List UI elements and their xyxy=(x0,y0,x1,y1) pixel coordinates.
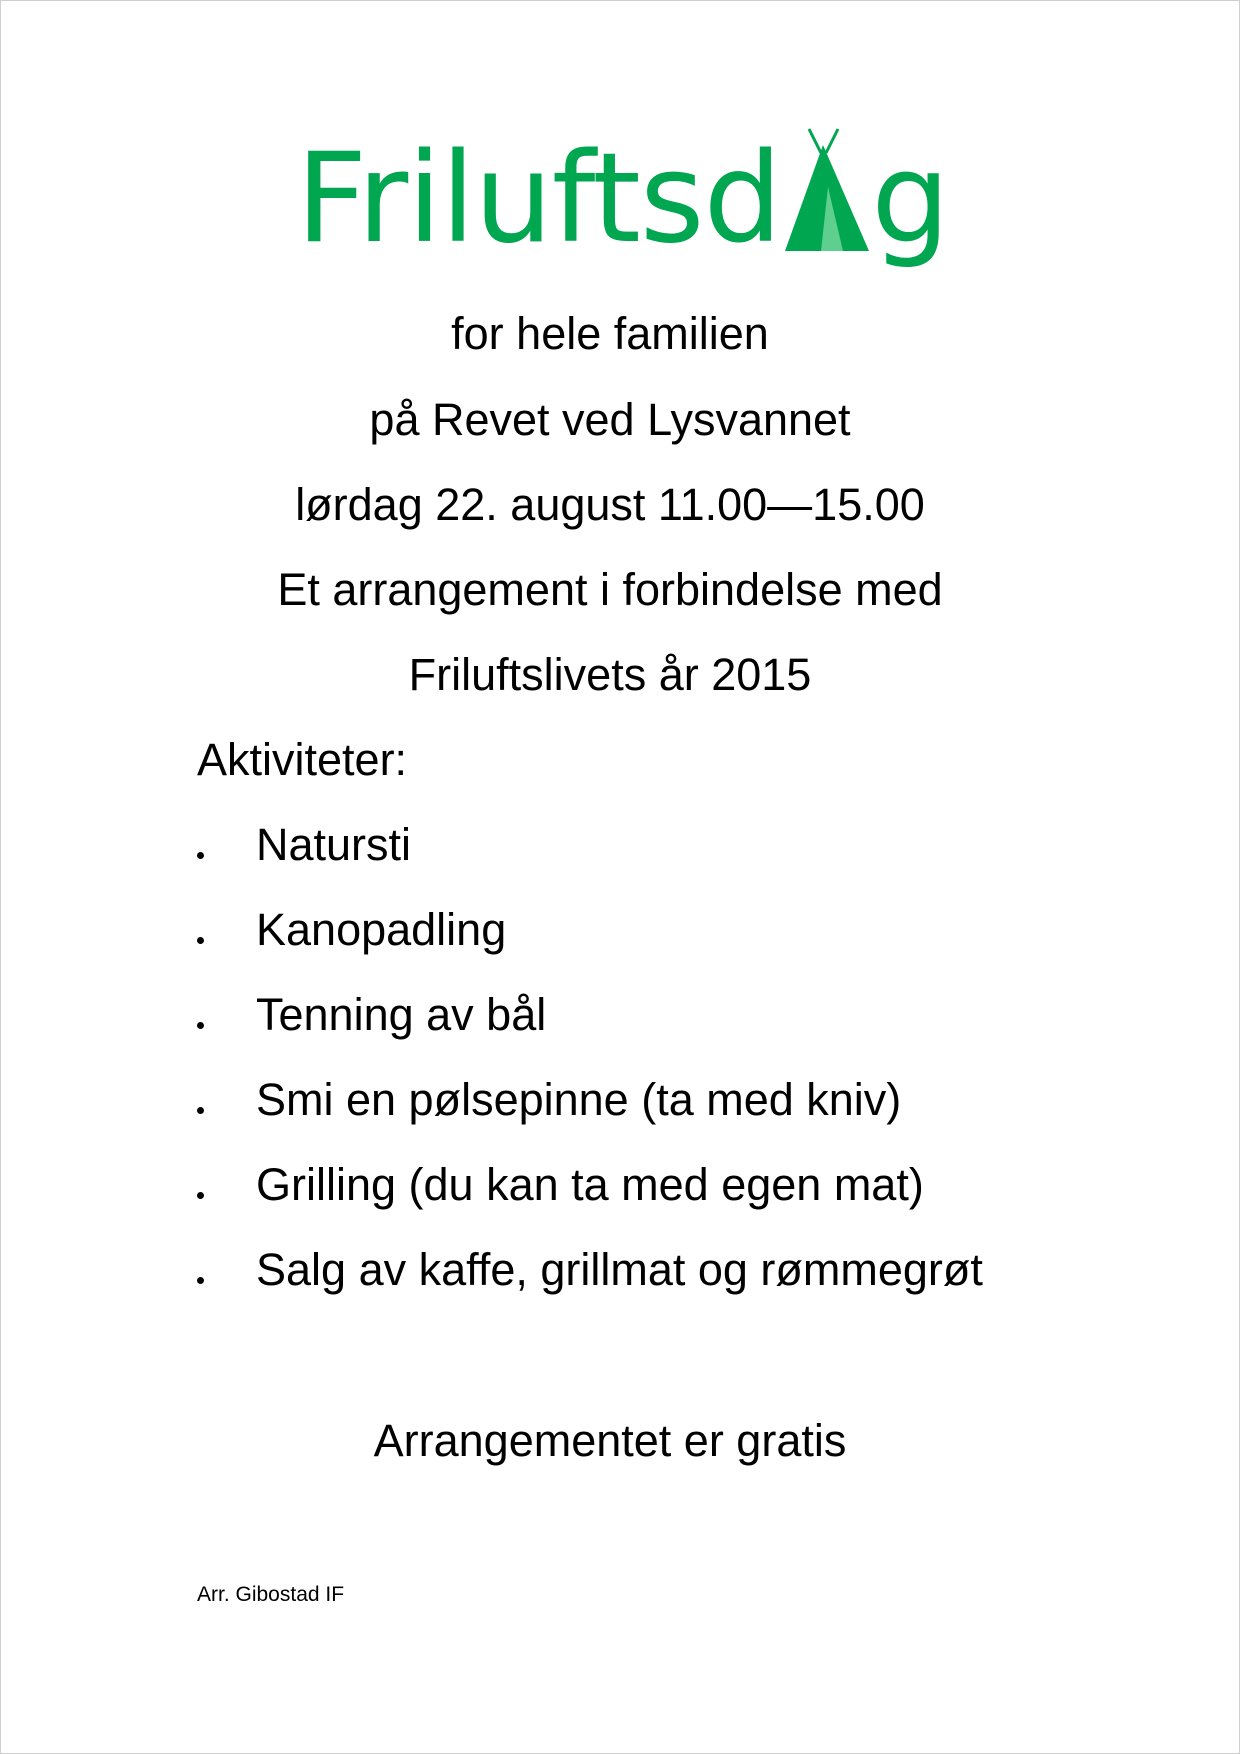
bullet-icon xyxy=(197,852,204,859)
bullet-icon xyxy=(197,1107,204,1114)
list-item-label: Kanopadling xyxy=(256,904,507,955)
bullet-icon xyxy=(197,1277,204,1284)
list-item-label: Smi en pølsepinne (ta med kniv) xyxy=(256,1074,902,1125)
audience-line: for hele familien xyxy=(451,308,769,359)
poster-title xyxy=(296,101,956,271)
list-item-label: Salg av kaffe, grillmat og rømmegrøt xyxy=(256,1244,983,1295)
date-time-line: lørdag 22. august 11.00—15.00 xyxy=(295,479,925,530)
location-line: på Revet ved Lysvannet xyxy=(369,394,851,445)
event-context-line: Et arrangement i forbindelse med xyxy=(277,564,943,615)
list-item-label: Grilling (du kan ta med egen mat) xyxy=(256,1159,924,1210)
organizer-credit: Arr. Gibostad IF xyxy=(197,1583,345,1606)
free-admission-note: Arrangementet er gratis xyxy=(373,1415,847,1466)
bullet-icon xyxy=(197,937,204,944)
teepee-icon xyxy=(783,127,873,259)
title-text-start: Friluftsd xyxy=(296,127,782,271)
bullet-icon xyxy=(197,1022,204,1029)
list-item-label: Tenning av bål xyxy=(256,989,547,1040)
title-text-end: g xyxy=(871,127,949,271)
bullet-icon xyxy=(197,1192,204,1199)
list-item-label: Natursti xyxy=(256,819,412,870)
activities-heading: Aktiviteter: xyxy=(197,734,408,785)
year-theme-line: Friluftslivets år 2015 xyxy=(408,649,812,700)
